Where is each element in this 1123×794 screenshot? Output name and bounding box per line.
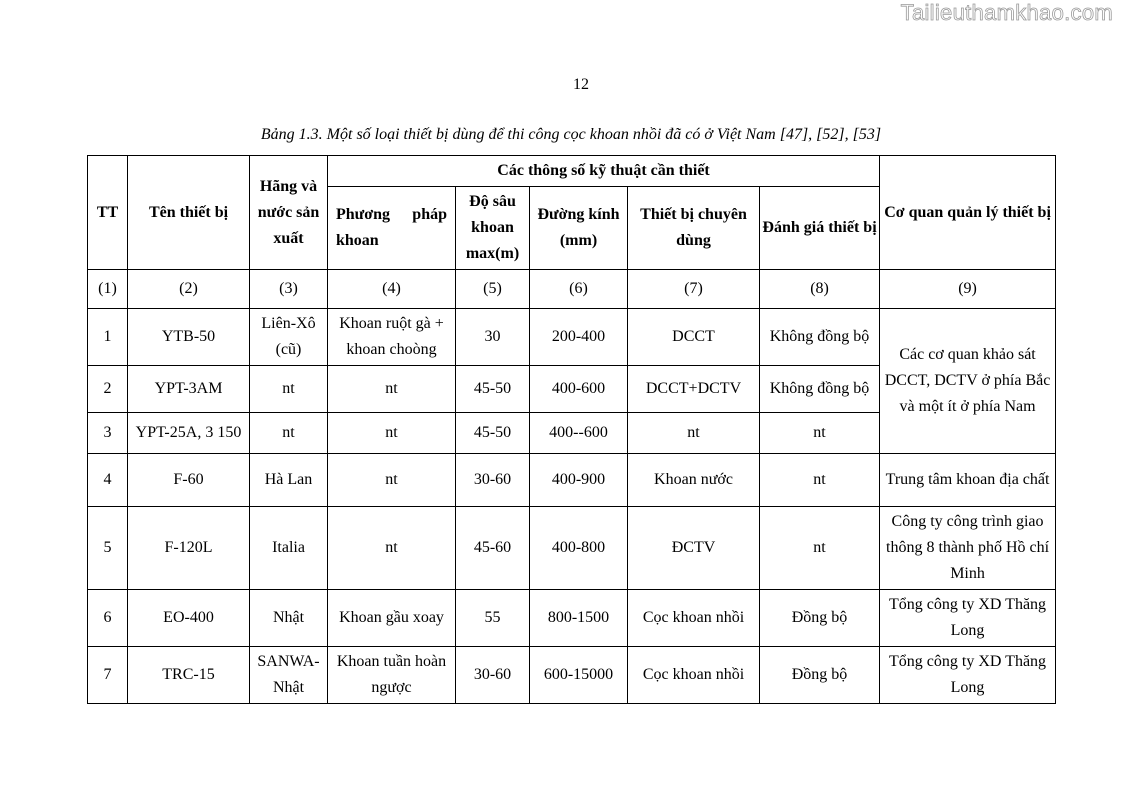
cell-agency: Các cơ quan khảo sát DCCT, DCTV ở phía Bắc và một ít ở phía Nam xyxy=(880,309,1056,454)
cell-assessment: Đồng bộ xyxy=(760,590,880,647)
column-number-row xyxy=(88,270,1056,309)
cell-name: TRC-15 xyxy=(128,647,250,704)
table-caption: Bảng 1.3. Một số loại thiết bị dùng để thi công cọc khoan nhồi đã có ở Việt Nam [47], [52], [53] xyxy=(260,126,882,143)
header-diameter: Đường kính (mm) xyxy=(530,187,628,270)
cell-tt: 4 xyxy=(88,454,128,507)
cell-agency: Tổng công ty XD Thăng Long xyxy=(880,590,1056,647)
cell-diameter: 200-400 xyxy=(530,309,628,366)
cell-tt: 6 xyxy=(88,590,128,647)
cell-tt: 1 xyxy=(88,309,128,366)
cell-method: nt xyxy=(328,413,456,454)
table-row xyxy=(88,590,1056,647)
page-number: 12 xyxy=(573,76,589,93)
cell-name: EO-400 xyxy=(128,590,250,647)
cell-method: nt xyxy=(328,366,456,413)
cell-name: YPT-3AM xyxy=(128,366,250,413)
header-special-equipment: Thiết bị chuyên dùng xyxy=(628,187,760,270)
cell-assessment: Đồng bộ xyxy=(760,647,880,704)
header-assessment: Đánh giá thiết bị xyxy=(760,187,880,270)
cell-agency: Tổng công ty XD Thăng Long xyxy=(880,647,1056,704)
cell-tt: 7 xyxy=(88,647,128,704)
cell-special: nt xyxy=(628,413,760,454)
cell-maker: SANWA-Nhật xyxy=(250,647,328,704)
cell-diameter: 400-900 xyxy=(530,454,628,507)
header-tt: TT xyxy=(88,156,128,270)
cell-maker: Nhật xyxy=(250,590,328,647)
cell-special: ĐCTV xyxy=(628,507,760,590)
cell-assessment: nt xyxy=(760,454,880,507)
cell-name: F-120L xyxy=(128,507,250,590)
cell-method: Khoan ruột gà + khoan choòng xyxy=(328,309,456,366)
header-agency: Cơ quan quản lý thiết bị xyxy=(880,156,1056,270)
cell-depth: 45-50 xyxy=(456,413,530,454)
cell-special: DCCT+DCTV xyxy=(628,366,760,413)
cell-agency: Công ty công trình giao thông 8 thành phố Hồ chí Minh xyxy=(880,507,1056,590)
cell-name: F-60 xyxy=(128,454,250,507)
header-maker: Hãng và nước sản xuất xyxy=(250,156,328,270)
table-row xyxy=(88,647,1056,704)
column-number: (4) xyxy=(328,270,456,309)
cell-depth: 45-50 xyxy=(456,366,530,413)
cell-maker: nt xyxy=(250,366,328,413)
cell-depth: 55 xyxy=(456,590,530,647)
cell-assessment: Không đồng bộ xyxy=(760,309,880,366)
cell-assessment: Không đồng bộ xyxy=(760,366,880,413)
cell-diameter: 400--600 xyxy=(530,413,628,454)
cell-special: Cọc khoan nhồi xyxy=(628,647,760,704)
table-row xyxy=(88,309,1056,366)
column-number: (8) xyxy=(760,270,880,309)
cell-name: YPT-25A, 3 150 xyxy=(128,413,250,454)
cell-agency: Trung tâm khoan địa chất xyxy=(880,454,1056,507)
header-method: Phương pháp khoan xyxy=(328,187,456,270)
cell-diameter: 800-1500 xyxy=(530,590,628,647)
cell-method: Khoan gầu xoay xyxy=(328,590,456,647)
cell-special: Cọc khoan nhồi xyxy=(628,590,760,647)
cell-depth: 30-60 xyxy=(456,647,530,704)
column-number: (9) xyxy=(880,270,1056,309)
cell-method: Khoan tuần hoàn ngược xyxy=(328,647,456,704)
cell-maker: Italia xyxy=(250,507,328,590)
header-depth: Độ sâu khoan max(m) xyxy=(456,187,530,270)
column-number: (2) xyxy=(128,270,250,309)
cell-tt: 5 xyxy=(88,507,128,590)
cell-tt: 2 xyxy=(88,366,128,413)
cell-diameter: 400-600 xyxy=(530,366,628,413)
cell-depth: 45-60 xyxy=(456,507,530,590)
equipment-table xyxy=(87,155,1056,704)
cell-maker: Liên-Xô (cũ) xyxy=(250,309,328,366)
cell-diameter: 600-15000 xyxy=(530,647,628,704)
cell-depth: 30 xyxy=(456,309,530,366)
header-specs-group: Các thông số kỹ thuật cần thiết xyxy=(328,156,880,187)
cell-depth: 30-60 xyxy=(456,454,530,507)
column-number: (7) xyxy=(628,270,760,309)
header-name: Tên thiết bị xyxy=(128,156,250,270)
cell-diameter: 400-800 xyxy=(530,507,628,590)
cell-maker: Hà Lan xyxy=(250,454,328,507)
cell-tt: 3 xyxy=(88,413,128,454)
column-number: (5) xyxy=(456,270,530,309)
column-number: (3) xyxy=(250,270,328,309)
column-number: (6) xyxy=(530,270,628,309)
cell-method: nt xyxy=(328,507,456,590)
cell-method: nt xyxy=(328,454,456,507)
cell-assessment: nt xyxy=(760,507,880,590)
cell-special: Khoan nước xyxy=(628,454,760,507)
column-number: (1) xyxy=(88,270,128,309)
table-row xyxy=(88,454,1056,507)
cell-assessment: nt xyxy=(760,413,880,454)
cell-name: YTB-50 xyxy=(128,309,250,366)
table-row xyxy=(88,507,1056,590)
cell-special: DCCT xyxy=(628,309,760,366)
cell-maker: nt xyxy=(250,413,328,454)
watermark: Tailieuthamkhao.com xyxy=(900,0,1113,25)
